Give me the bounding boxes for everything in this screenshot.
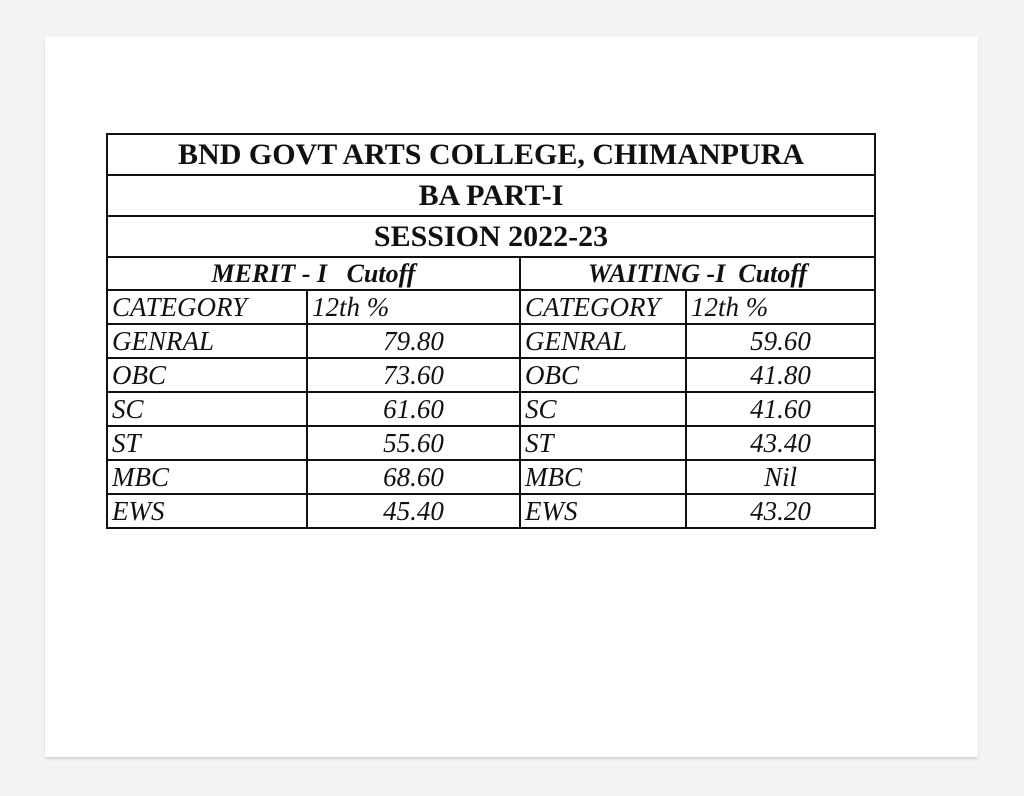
waiting-cutoff: 43.40 — [686, 426, 875, 460]
waiting-cutoff: 41.80 — [686, 358, 875, 392]
merit-category: EWS — [107, 494, 307, 528]
waiting-category: MBC — [520, 460, 686, 494]
table-row — [107, 460, 875, 494]
merit-cutoff: 61.60 — [307, 392, 520, 426]
merit-cutoff: 79.80 — [307, 324, 520, 358]
merit-cutoff: 73.60 — [307, 358, 520, 392]
merit-cutoff: 55.60 — [307, 426, 520, 460]
table-row — [107, 426, 875, 460]
waiting-cutoff: 59.60 — [686, 324, 875, 358]
waiting-category: OBC — [520, 358, 686, 392]
merit-percent-header: 12th % — [307, 290, 520, 324]
waiting-cutoff: 43.20 — [686, 494, 875, 528]
merit-category-header: CATEGORY — [107, 290, 307, 324]
waiting-category: GENRAL — [520, 324, 686, 358]
waiting-percent-header: 12th % — [686, 290, 875, 324]
cutoff-table — [106, 133, 876, 529]
merit-category: GENRAL — [107, 324, 307, 358]
college-title: BND GOVT ARTS COLLEGE, CHIMANPURA — [107, 134, 875, 175]
merit-category: ST — [107, 426, 307, 460]
merit-cutoff: 45.40 — [307, 494, 520, 528]
merit-category: SC — [107, 392, 307, 426]
session-title: SESSION 2022-23 — [107, 216, 875, 257]
table-row — [107, 324, 875, 358]
waiting-category: ST — [520, 426, 686, 460]
merit-heading: MERIT - I Cutoff — [107, 257, 520, 290]
merit-category: MBC — [107, 460, 307, 494]
column-header-row — [107, 290, 875, 324]
table-row — [107, 494, 875, 528]
table-row — [107, 358, 875, 392]
waiting-category: EWS — [520, 494, 686, 528]
merit-category: OBC — [107, 358, 307, 392]
course-title: BA PART-I — [107, 175, 875, 216]
waiting-cutoff: Nil — [686, 460, 875, 494]
waiting-cutoff: 41.60 — [686, 392, 875, 426]
waiting-heading: WAITING -I Cutoff — [520, 257, 875, 290]
waiting-category-header: CATEGORY — [520, 290, 686, 324]
table-row — [107, 392, 875, 426]
merit-cutoff: 68.60 — [307, 460, 520, 494]
waiting-category: SC — [520, 392, 686, 426]
